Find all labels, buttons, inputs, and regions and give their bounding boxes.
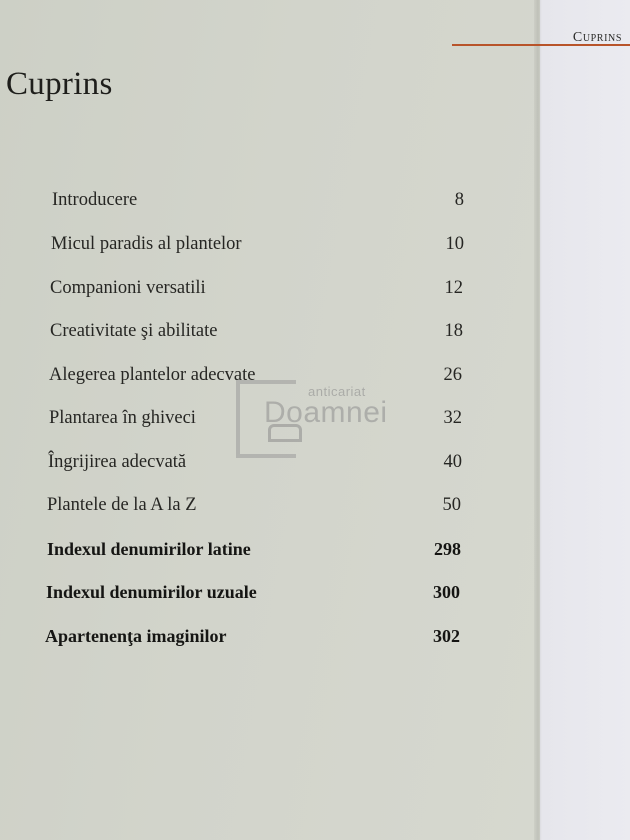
toc-entry-page: 18 xyxy=(444,321,463,341)
toc-entry-title: Plantarea în ghiveci xyxy=(49,408,196,428)
toc-entry-page: 26 xyxy=(443,365,462,385)
toc-entry-title: Alegerea plantelor adecvate xyxy=(49,365,256,385)
toc-entry-page: 300 xyxy=(433,582,460,602)
toc-entry xyxy=(50,278,463,304)
toc-entry-bold xyxy=(45,626,460,652)
toc-entry xyxy=(50,321,463,347)
toc-entry-page: 302 xyxy=(433,626,460,646)
toc-entry-page: 50 xyxy=(442,495,461,515)
toc-entry-page: 10 xyxy=(445,234,464,254)
toc-entry-page: 8 xyxy=(454,190,464,210)
page-title: Cuprins xyxy=(6,66,113,102)
watermark-small-text: anticariat xyxy=(308,384,366,399)
toc-entry-title: Introducere xyxy=(52,190,138,210)
toc-entry-title: Plantele de la A la Z xyxy=(47,495,197,515)
watermark xyxy=(236,378,406,462)
toc-entry-title: Micul paradis al plantelor xyxy=(51,234,242,254)
watermark-big-text: Doamnei xyxy=(264,396,388,429)
toc-entry-title: Apartenenţa imaginilor xyxy=(45,626,227,646)
toc-entry-page: 40 xyxy=(443,452,462,472)
toc-entry xyxy=(47,495,461,521)
toc-entry-title: Indexul denumirilor uzuale xyxy=(46,582,257,602)
toc-entry-page: 32 xyxy=(443,408,462,428)
toc-entry-title: Îngrijirea adecvată xyxy=(48,452,187,472)
toc-entry-bold xyxy=(47,539,461,565)
toc-entry xyxy=(52,190,464,216)
toc-entry-title: Indexul denumirilor latine xyxy=(47,539,251,559)
toc-entry-page: 298 xyxy=(434,539,461,559)
page-margin xyxy=(540,0,630,840)
running-header: Cuprins xyxy=(572,30,622,45)
toc-entry-page: 12 xyxy=(444,278,463,298)
toc-entry-title: Creativitate şi abilitate xyxy=(50,321,218,341)
toc-entry xyxy=(51,234,464,260)
toc-entry-bold xyxy=(46,582,460,608)
toc-entry-title: Companioni versatili xyxy=(50,278,206,298)
